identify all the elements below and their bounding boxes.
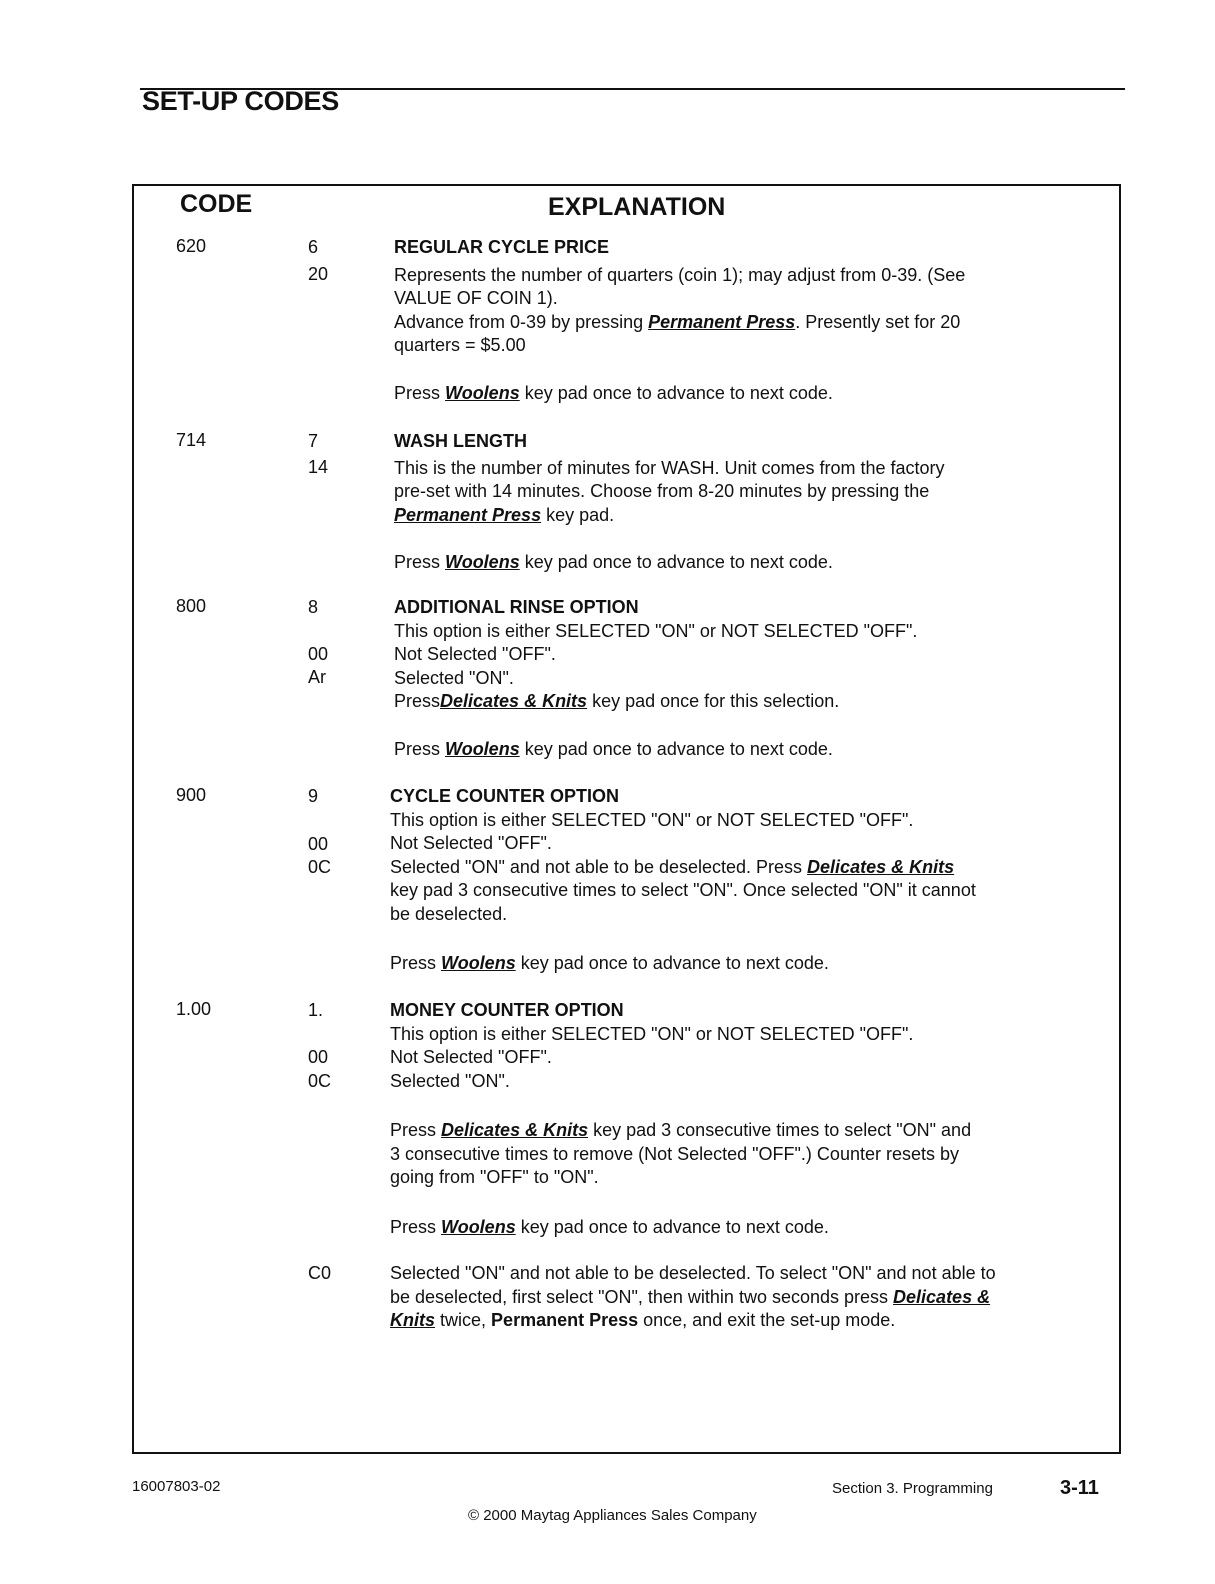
display-digit: 7 (308, 431, 319, 451)
display-digit: 6 (308, 237, 319, 257)
code-explanation (394, 236, 1094, 405)
code-heading: REGULAR CYCLE PRICE (394, 237, 610, 257)
explanation-line: VALUE OF COIN 1). (394, 288, 558, 308)
code-explanation (390, 999, 1095, 1239)
display-value: 00 (308, 834, 329, 854)
explanation-line: This is the number of minutes for WASH. Unit comes from the factory (394, 457, 945, 478)
code-heading: ADDITIONAL RINSE OPTION (394, 597, 639, 617)
display-digit: 8 (308, 597, 319, 617)
section-label: Section 3. Programming (832, 1480, 993, 1497)
explanation-line: This option is either SELECTED "ON" or NOT SELECTED "OFF". (390, 1023, 914, 1044)
delicates-knits-key: Delicates & Knits (807, 856, 955, 877)
advance-instruction (394, 551, 1094, 575)
display-value: 20 (308, 264, 329, 284)
explanation-line: Selected "ON" and not able to be deselected. To select "ON" and not able to (390, 1263, 996, 1283)
permanent-press-key: Permanent Press (394, 504, 542, 525)
delicates-knits-key: Delicates & (893, 1286, 991, 1307)
line-text: key pad once to advance to next code. (524, 738, 833, 759)
column-header-explanation: EXPLANATION (548, 193, 726, 221)
code-explanation (394, 596, 1094, 761)
code-explanation (390, 785, 1095, 976)
line-text: key pad once to advance to next code. (520, 953, 829, 973)
explanation-line (394, 504, 1094, 528)
explanation-line: key pad 3 consecutive times to select "ON". Once selected "ON" it cannot (390, 880, 976, 900)
explanation-line (390, 1119, 1095, 1143)
line-text: Press (390, 953, 437, 973)
explanation-line (390, 1286, 1095, 1310)
explanation-line: going from "OFF" to "ON". (390, 1167, 599, 1187)
display-value: 00 (308, 644, 329, 664)
woolens-key: Woolens (445, 738, 520, 759)
display-value: C0 (308, 1263, 332, 1283)
explanation-line: This option is either SELECTED "ON" or NOT SELECTED "OFF". (390, 809, 914, 830)
explanation-line (390, 1309, 1095, 1333)
line-text: Press (394, 691, 441, 711)
woolens-key: Woolens (441, 953, 516, 973)
display-digit: 9 (308, 786, 319, 806)
line-text: Press (390, 1120, 437, 1140)
permanent-press-key: Permanent Press (648, 311, 796, 332)
copyright-notice: © 2000 Maytag Appliances Sales Company (468, 1507, 757, 1524)
line-text: Press (394, 738, 441, 759)
woolens-key: Woolens (445, 552, 520, 572)
line-text: Press (394, 552, 441, 572)
line-text: Advance from 0-39 by pressing (394, 311, 644, 332)
line-text: twice, (440, 1310, 487, 1330)
explanation-line: Not Selected "OFF". (390, 1047, 552, 1067)
line-text: key pad once for this selection. (592, 691, 840, 711)
line-text: Press (390, 1216, 437, 1237)
explanation-line: quarters = $5.00 (394, 335, 526, 355)
line-text: key pad once to advance to next code. (524, 382, 833, 403)
line-text: key pad once to advance to next code. (524, 552, 833, 572)
advance-instruction (390, 952, 1095, 976)
line-text: Selected "ON" and not able to be deselected. Press (390, 856, 803, 877)
line-text: . Presently set for 20 (795, 311, 961, 332)
explanation-line: Represents the number of quarters (coin 1); may adjust from 0-39. (See (394, 264, 966, 285)
code-heading: CYCLE COUNTER OPTION (390, 786, 620, 806)
display-value: 0C (308, 857, 332, 877)
woolens-key: Woolens (445, 382, 520, 403)
line-text: key pad. (546, 504, 615, 525)
woolens-key: Woolens (441, 1216, 516, 1237)
page-number: 3-11 (1060, 1477, 1099, 1499)
explanation-line: Not Selected "OFF". (390, 833, 552, 853)
display-value: 00 (308, 1047, 329, 1067)
code-explanation (390, 1262, 1095, 1333)
advance-instruction (394, 738, 1094, 762)
column-header-code: CODE (180, 190, 253, 218)
document-number: 16007803-02 (132, 1478, 221, 1495)
explanation-line: This option is either SELECTED "ON" or NOT SELECTED "OFF". (394, 620, 918, 641)
explanation-line: be deselected. (390, 903, 508, 924)
explanation-line: pre-set with 14 minutes. Choose from 8-20 minutes by pressing the (394, 481, 930, 501)
advance-instruction (394, 382, 1094, 406)
code-value: 714 (176, 430, 207, 450)
display-value: 14 (308, 457, 329, 477)
line-text: be deselected, first select "ON", then within two seconds press (390, 1286, 889, 1307)
delicates-knits-key: Knits (390, 1310, 435, 1330)
explanation-line (394, 690, 1094, 714)
line-text: key pad once to advance to next code. (520, 1216, 829, 1237)
explanation-line: 3 consecutive times to remove (Not Selected "OFF".) Counter resets by (390, 1143, 959, 1164)
display-digit: 1. (308, 1000, 324, 1020)
code-value: 800 (176, 596, 207, 616)
display-value: Ar (308, 667, 326, 687)
explanation-line (394, 311, 1094, 335)
code-heading: MONEY COUNTER OPTION (390, 1000, 624, 1020)
delicates-knits-key: Delicates & Knits (440, 691, 588, 711)
line-text: key pad 3 consecutive times to select "ON" and (593, 1120, 972, 1140)
line-text: Press (394, 382, 441, 403)
code-value: 1.00 (176, 999, 212, 1019)
page-title: SET-UP CODES (142, 86, 339, 116)
display-value: 0C (308, 1071, 332, 1091)
explanation-line (390, 856, 1095, 880)
explanation-line: Selected "ON". (394, 667, 514, 688)
advance-instruction (390, 1216, 1095, 1240)
delicates-knits-key: Delicates & Knits (441, 1120, 589, 1140)
code-heading: WASH LENGTH (394, 431, 527, 451)
explanation-line: Selected "ON". (390, 1070, 510, 1091)
code-value: 620 (176, 236, 207, 256)
line-text: once, and exit the set-up mode. (643, 1310, 896, 1330)
code-explanation (394, 430, 1094, 575)
explanation-line: Not Selected "OFF". (394, 644, 556, 664)
permanent-press-label: Permanent Press (491, 1310, 639, 1330)
code-value: 900 (176, 785, 207, 805)
